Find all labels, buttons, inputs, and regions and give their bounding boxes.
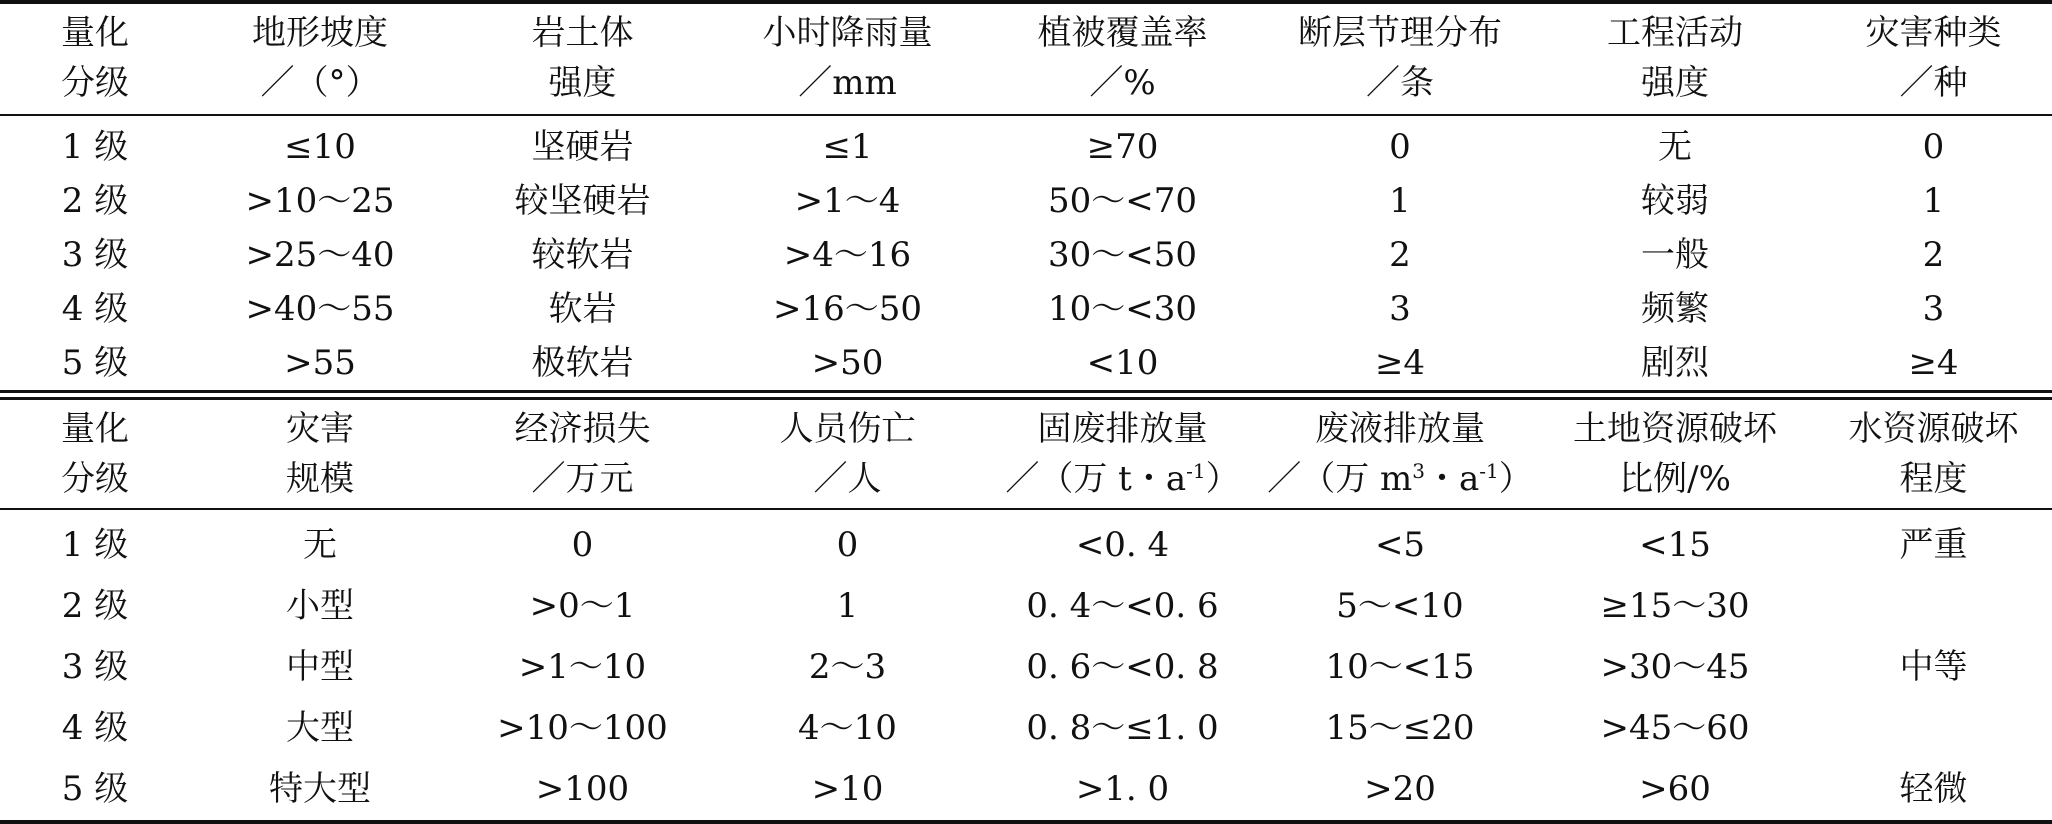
header-cell: 分级	[61, 63, 129, 103]
table-cell: 较弱	[1641, 181, 1709, 221]
unit-close: ）	[1498, 459, 1533, 499]
table-row	[0, 336, 2052, 390]
table-cell: 1	[1389, 181, 1411, 221]
table-cell: >40～55	[245, 289, 395, 329]
table-cell: 4～10	[798, 707, 897, 748]
table-cell: >10～25	[245, 181, 395, 221]
header-cell-liquid-waste-unit	[1265, 454, 1535, 504]
unit-superscript: -1	[1479, 459, 1499, 483]
table-cell: <0. 4	[1075, 524, 1170, 565]
table-cell: 3	[1389, 289, 1411, 329]
table-cell: 10～<15	[1325, 646, 1475, 687]
unit-text: ／（万 t・a	[1005, 459, 1187, 499]
table2-header-row-1	[0, 404, 2052, 454]
table-cell: ≥15～30	[1600, 585, 1750, 626]
header-cell: 量化	[61, 409, 129, 449]
table-cell: 1 级	[61, 127, 129, 167]
table-cell: >60	[1639, 768, 1711, 809]
header-cell: 规模	[286, 459, 354, 499]
table-row	[0, 282, 2052, 336]
table1-header-row-2	[0, 58, 2052, 108]
header-cell: 土地资源破坏	[1573, 409, 1777, 449]
table-cell: 小型	[286, 585, 354, 626]
table-cell: >25～40	[245, 235, 395, 275]
table-cell: 2 级	[61, 585, 129, 626]
header-cell: ／种	[1899, 63, 1968, 103]
table-cell: 0. 6～<0. 8	[1026, 646, 1219, 687]
table-cell: 4 级	[61, 707, 129, 748]
table-cell: 无	[303, 524, 337, 565]
table-cell: 4 级	[61, 289, 129, 329]
table-cell: 严重	[1899, 524, 1968, 565]
table-cell: 5 级	[61, 768, 129, 809]
table-cell: 较软岩	[531, 235, 634, 275]
table1-header	[0, 8, 2052, 108]
table2-body	[0, 514, 2052, 819]
table-cell: 大型	[286, 707, 354, 748]
table-row	[0, 228, 2052, 282]
table-cell: 2	[1922, 235, 1945, 275]
table-cell: >100	[535, 768, 630, 809]
header-cell: 比例/%	[1619, 459, 1731, 499]
table-cell: >55	[284, 343, 356, 383]
unit-close: ）	[1205, 459, 1240, 499]
table-cell: >0～1	[529, 585, 636, 626]
table-cell: >10	[811, 768, 884, 809]
table-cell: <5	[1374, 524, 1426, 565]
table-cell: ≤1	[822, 127, 873, 167]
header-cell: 灾害	[286, 409, 354, 449]
table-cell: 15～≤20	[1325, 707, 1475, 748]
header-cell: ／万元	[531, 459, 634, 499]
header-cell: 废液排放量	[1315, 409, 1485, 449]
table-row	[0, 174, 2052, 228]
header-cell: 人员伤亡	[779, 409, 916, 449]
table-cell: 特大型	[269, 768, 371, 809]
table-cell: 无	[1658, 127, 1692, 167]
table-cell: 2～3	[808, 646, 887, 687]
header-cell: 工程活动	[1607, 13, 1743, 53]
table-row	[0, 120, 2052, 174]
table-cell: 轻微	[1899, 768, 1968, 809]
table-cell	[1815, 575, 2052, 636]
table1-header-row-1	[0, 8, 2052, 58]
header-cell: 地形坡度	[252, 13, 388, 53]
table-top-rule	[0, 0, 2052, 4]
table-cell: ≥4	[1908, 343, 1959, 383]
table-cell: 频繁	[1641, 289, 1709, 329]
table-cell: 1 级	[61, 524, 129, 565]
table-cell	[1815, 697, 2052, 758]
table-cell: ≤10	[284, 127, 356, 167]
table-row	[0, 697, 2052, 758]
unit-dot: ・a	[1425, 459, 1480, 499]
table1-header-rule	[0, 114, 2052, 116]
table-cell: >50	[811, 343, 884, 383]
table-cell: ≥4	[1374, 343, 1426, 383]
table-row	[0, 575, 2052, 636]
header-cell: ／mm	[798, 63, 897, 103]
table-cell: 3 级	[61, 235, 129, 275]
table-cell: 3 级	[61, 646, 129, 687]
table-cell: 0	[1389, 127, 1411, 167]
table-cell: 一般	[1641, 235, 1709, 275]
header-cell: ／人	[813, 459, 882, 499]
table-cell: >30～45	[1600, 646, 1750, 687]
table-cell: 50～<70	[1047, 181, 1197, 221]
table-cell: >1～4	[794, 181, 901, 221]
table-cell: 2 级	[61, 181, 129, 221]
table2-header-row-2	[0, 454, 2052, 504]
header-cell: 固废排放量	[1037, 409, 1208, 449]
table-cell: 0	[571, 524, 594, 565]
header-cell-solid-waste-unit	[980, 454, 1265, 504]
table-cell: >16～50	[772, 289, 922, 329]
header-cell: 植被覆盖率	[1037, 13, 1208, 53]
section-double-rule-upper	[0, 390, 2052, 393]
table-cell: 2	[1389, 235, 1411, 275]
table-bottom-rule	[0, 820, 2052, 824]
section-double-rule-lower	[0, 397, 2052, 400]
table-cell: <10	[1086, 343, 1159, 383]
table-cell: 较坚硬岩	[514, 181, 651, 221]
unit-superscript: -1	[1186, 459, 1206, 483]
table2-header-rule	[0, 508, 2052, 510]
header-cell: 分级	[61, 459, 129, 499]
table-cell: 坚硬岩	[531, 127, 634, 167]
header-cell: 小时降雨量	[762, 13, 933, 53]
table-cell: 1	[1922, 181, 1945, 221]
header-cell: ／（°）	[260, 63, 380, 103]
header-cell: ／%	[1089, 63, 1156, 103]
header-cell: 经济损失	[514, 409, 651, 449]
header-cell: 强度	[548, 63, 617, 103]
table-cell: 软岩	[548, 289, 617, 329]
table-row	[0, 758, 2052, 819]
unit-text: ／（万 m	[1267, 459, 1413, 499]
header-cell: 强度	[1641, 63, 1709, 103]
table-row	[0, 514, 2052, 575]
unit-superscript: 3	[1412, 459, 1426, 483]
table-cell: 0. 8～≤1. 0	[1026, 707, 1219, 748]
header-cell: 量化	[61, 13, 129, 53]
table-cell: >1. 0	[1075, 768, 1170, 809]
header-cell: 断层节理分布	[1298, 13, 1502, 53]
table-cell: >4～16	[783, 235, 912, 275]
table-cell: >1～10	[518, 646, 647, 687]
table-cell: 中等	[1899, 646, 1968, 687]
header-cell: 程度	[1899, 459, 1968, 499]
table1-body	[0, 120, 2052, 390]
table-cell: 1	[836, 585, 859, 626]
table-cell: >20	[1364, 768, 1436, 809]
header-cell: 岩土体	[531, 13, 634, 53]
table-cell: 10～<30	[1047, 289, 1197, 329]
header-cell: ／条	[1366, 63, 1434, 103]
table-row	[0, 636, 2052, 697]
table-cell: ≥70	[1086, 127, 1159, 167]
table-cell: 中型	[286, 646, 354, 687]
table-cell: <15	[1639, 524, 1711, 565]
table-cell: >45～60	[1600, 707, 1750, 748]
table-cell: 5～<10	[1336, 585, 1464, 626]
table1-rows	[0, 120, 2052, 390]
header-cell: 灾害种类	[1865, 13, 2002, 53]
table-cell: 0	[836, 524, 859, 565]
table-cell: 0	[1922, 127, 1945, 167]
table-cell: 30～<50	[1047, 235, 1197, 275]
table-cell: 0. 4～<0. 6	[1026, 585, 1219, 626]
table-cell: 极软岩	[531, 343, 634, 383]
table-cell: 5 级	[61, 343, 129, 383]
table2-header	[0, 404, 2052, 504]
table-cell: 剧烈	[1641, 343, 1709, 383]
table-cell: 3	[1922, 289, 1945, 329]
header-cell: 水资源破坏	[1848, 409, 2019, 449]
table2-rows	[0, 514, 2052, 819]
table-cell: >10～100	[497, 707, 668, 748]
